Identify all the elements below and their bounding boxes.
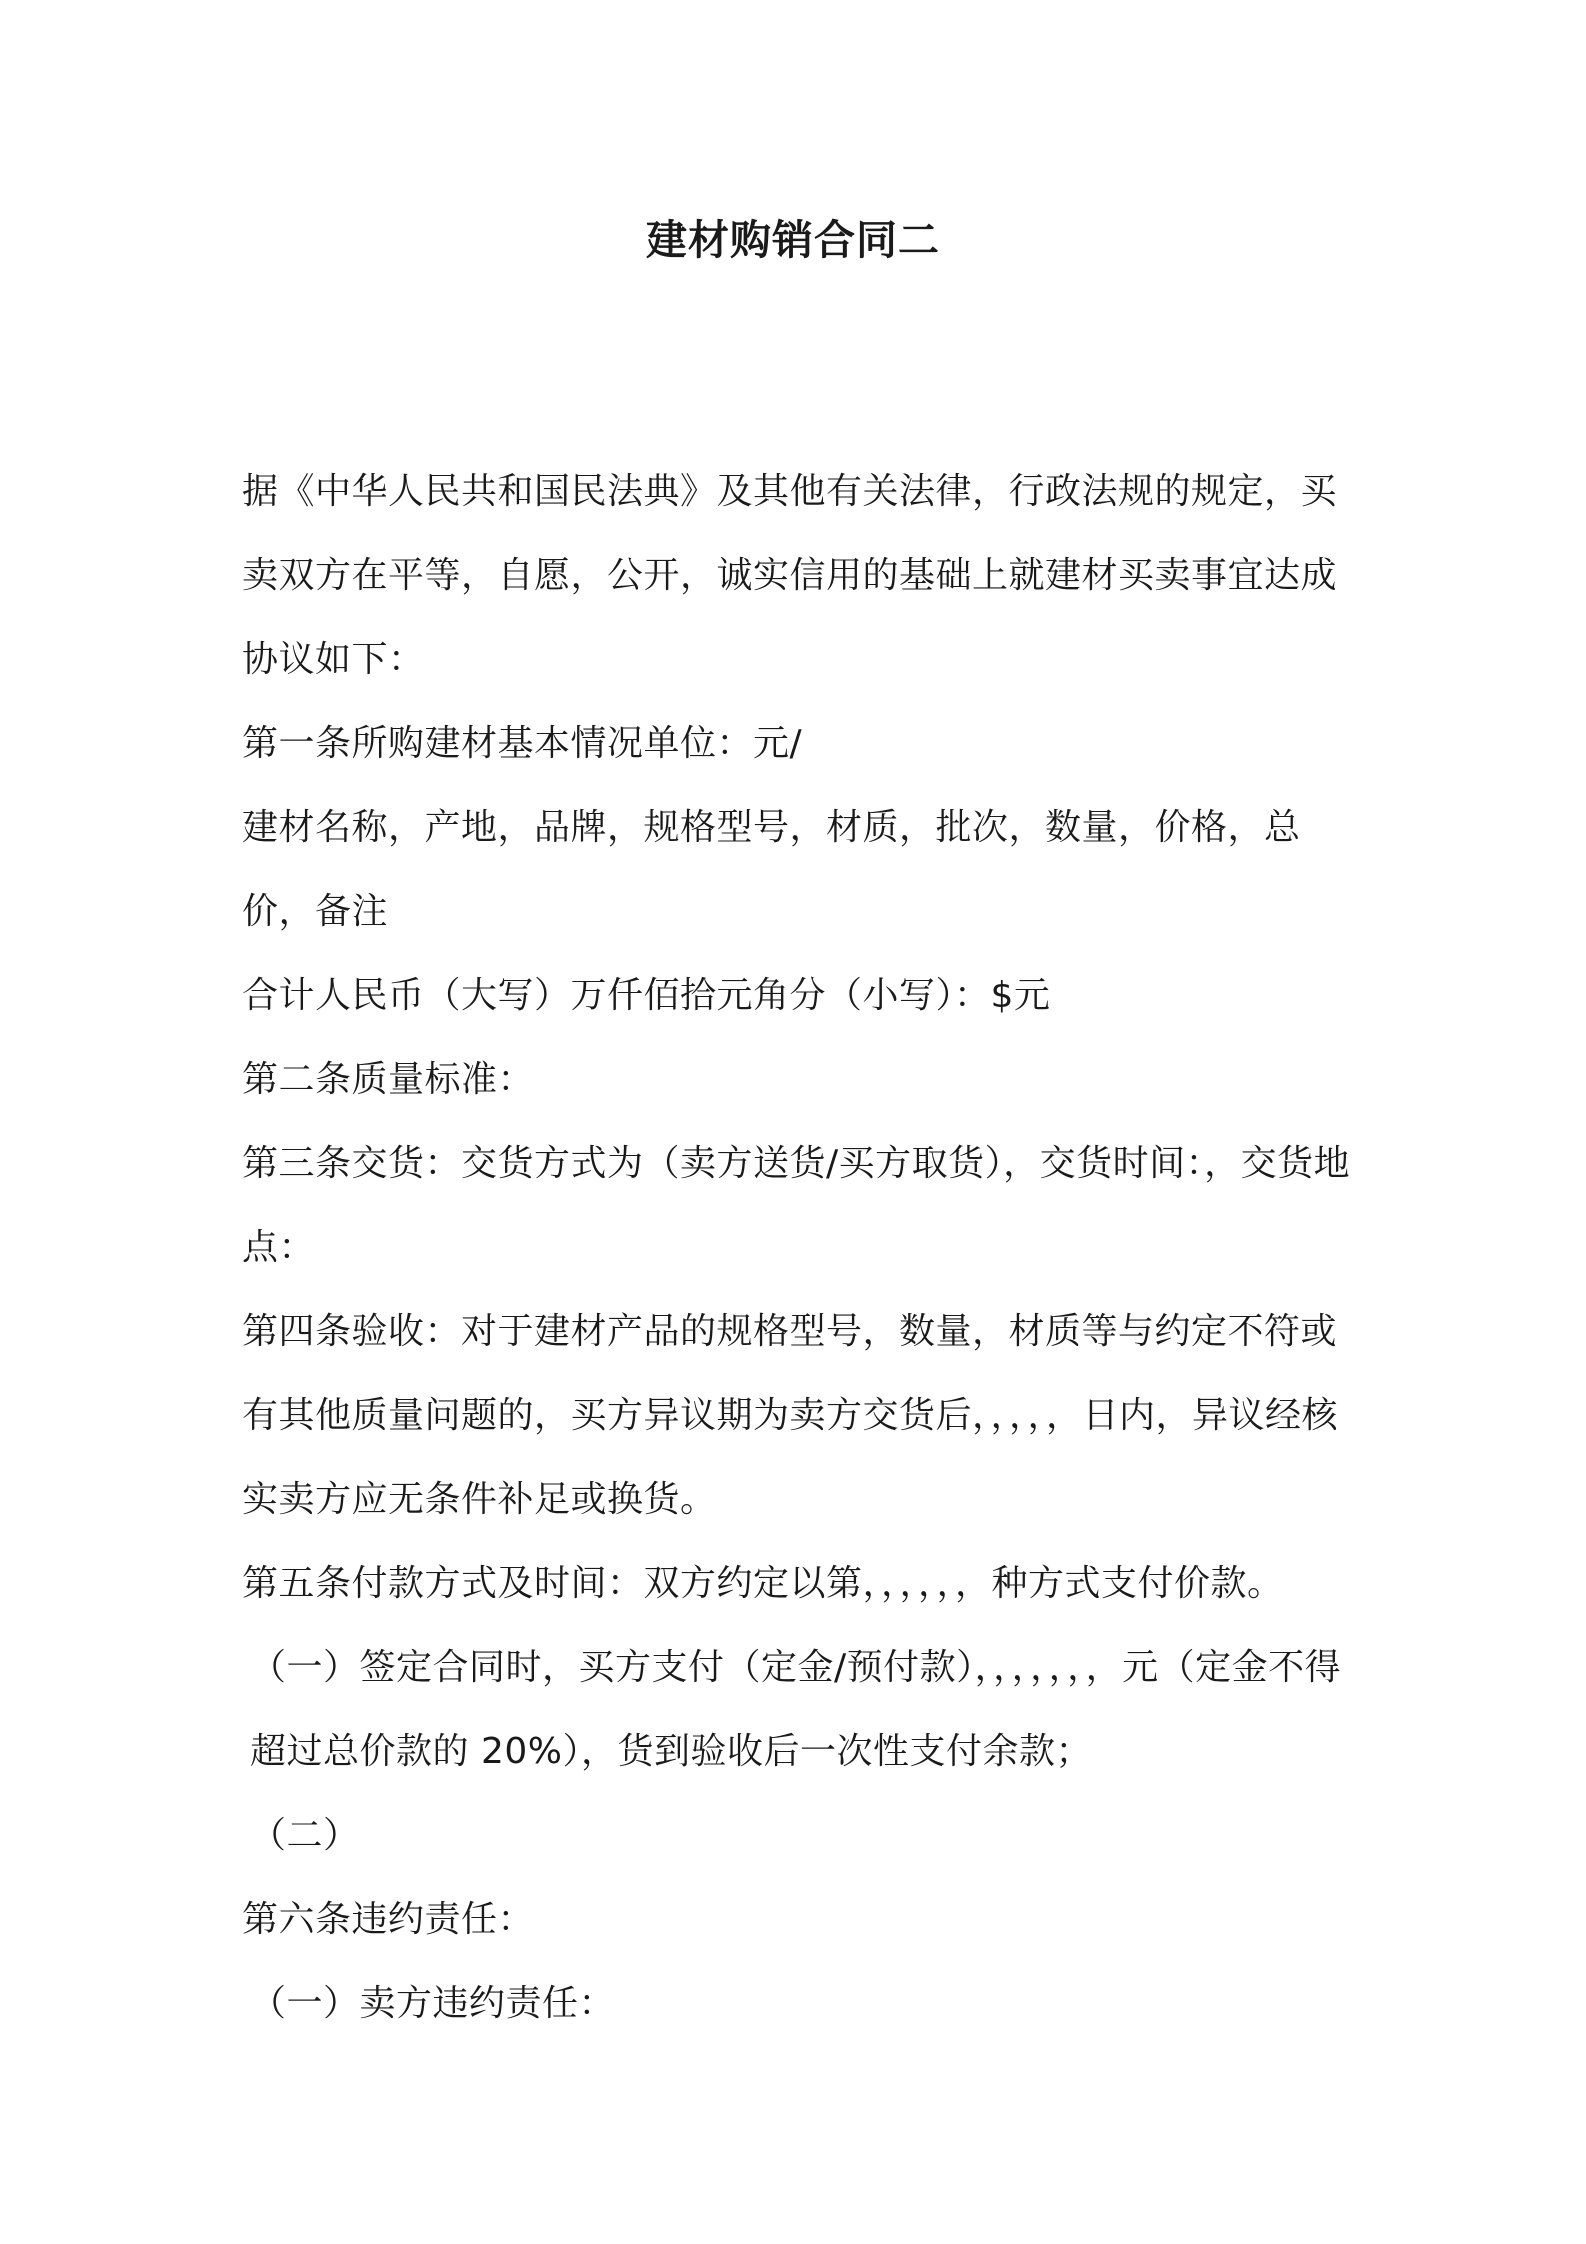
total-amount-line: 合计人民币（大写）万仟佰拾元角分（小写）：$元 [242, 975, 1051, 1016]
article-1-heading: 第一条所购建材基本情况单位：元/ [242, 723, 803, 764]
article-3-delivery: 第三条交货：交货方式为（卖方送货/买方取货），交货时间：，交货地点： [242, 1143, 1351, 1268]
material-fields-line: 建材名称，产地，品牌，规格型号，材质，批次，数量，价格，总价，备注 [242, 807, 1301, 932]
article-6-liability: 第六条违约责任： [242, 1899, 535, 1940]
document-body [242, 450, 1362, 2046]
article-4-acceptance: 第四条验收：对于建材产品的规格型号，数量，材质等与约定不符或有其他质量问题的，买方异议期为卖方交货后，，，，，日内，异议经核实卖方应无条件补足或换货。 [242, 1311, 1339, 1520]
payment-option-2: （二） [250, 1815, 360, 1856]
article-2-quality-standard: 第二条质量标准： [242, 1059, 535, 1100]
seller-liability-heading: （一）卖方违约责任： [250, 1983, 616, 2024]
document-title: 建材购销合同二 [646, 216, 940, 264]
payment-option-1: （一）签定合同时，买方支付（定金/预付款），，，，，，，元（定金不得超过总价款的 20%），货到验收后一次性支付余款； [250, 1647, 1342, 1772]
intro-paragraph: 据《中华人民共和国民法典》及其他有关法律，行政法规的规定，买卖双方在平等，自愿，公开，诚实信用的基础上就建材买卖事宜达成协议如下： [242, 471, 1338, 680]
article-5-payment: 第五条付款方式及时间：双方约定以第，，，，，，种方式支付价款。 [242, 1563, 1284, 1604]
